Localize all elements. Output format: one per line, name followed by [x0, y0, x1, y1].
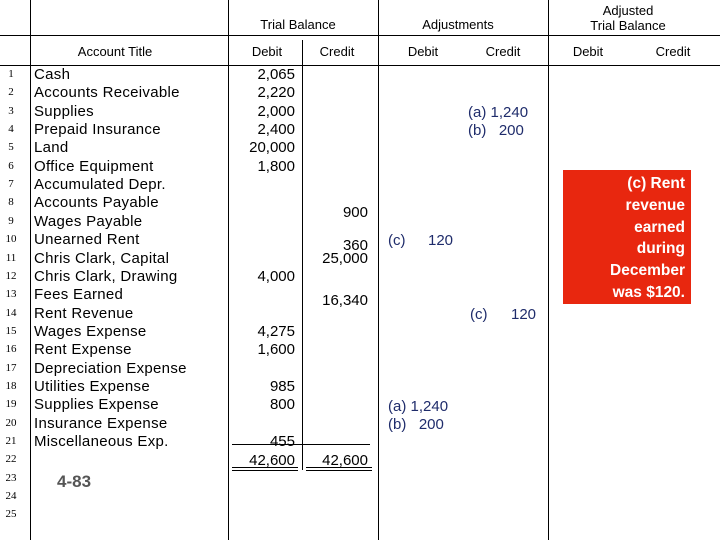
row-number: 17 [5, 361, 17, 374]
account-title: Chris Clark, Drawing [34, 267, 178, 285]
account-title: Utilities Expense [34, 377, 150, 395]
adj-unearned-rent-label: (c) [388, 232, 406, 249]
tb-credit-amount: 16,340 [322, 292, 368, 310]
tb-debit-header: Debit [251, 44, 283, 59]
tb-credit-header: Credit [319, 44, 355, 59]
account-title: Accumulated Depr. [34, 176, 166, 194]
credit-double-rule-2 [306, 470, 372, 471]
row-number: 8 [8, 196, 14, 209]
trial-balance-header: Trial Balance [260, 17, 336, 32]
adj-expense-debit-b: (b) 200 [388, 416, 444, 433]
row-number: 12 [5, 269, 17, 282]
adj-supplies-credit-a: (a) 1,240 [468, 104, 529, 121]
tb-credit-amount: 25,000 [322, 249, 368, 267]
account-title: Wages Expense [34, 322, 147, 340]
tb-debit-amount: 2,220 [257, 84, 295, 102]
tb-debit-amount: 4,275 [257, 322, 295, 340]
row-number: 15 [5, 324, 17, 337]
account-title: Accounts Receivable [34, 84, 180, 102]
row-number: 4 [8, 123, 14, 136]
tb-credit-amount: 900 [342, 204, 368, 222]
row-number: 14 [5, 306, 17, 319]
row-number: 16 [5, 343, 17, 356]
adj-credit-header: Credit [485, 44, 521, 59]
row-number: 19 [5, 398, 17, 411]
debit-double-rule-2 [232, 470, 298, 471]
total-credit: 42,600 [322, 452, 368, 469]
adjustments-divider [378, 0, 379, 540]
atb-credit-header: Credit [655, 44, 691, 59]
account-title: Office Equipment [34, 157, 154, 175]
row-number: 25 [5, 508, 17, 521]
account-title: Land [34, 139, 69, 157]
row-number: 3 [8, 104, 14, 117]
account-title: Chris Clark, Capital [34, 249, 170, 267]
account-title: Wages Payable [34, 212, 143, 230]
adjusted-trial-balance-header [558, 3, 698, 33]
note-line: December [610, 262, 685, 280]
tb-debit-amount: 1,600 [257, 341, 295, 359]
row-number: 22 [5, 453, 17, 466]
row-number: 13 [5, 288, 17, 301]
account-title: Rent Revenue [34, 304, 134, 322]
tb-credit-amount: 360 [342, 237, 368, 255]
adj-rent-revenue-amount: 120 [511, 306, 537, 323]
tb-debit-amount: 4,000 [257, 267, 295, 285]
adjustments-header: Adjustments [422, 17, 494, 32]
atb-debit-header: Debit [572, 44, 604, 59]
row-number: 1 [8, 68, 14, 80]
adjusted-header-line1: Adjusted [602, 3, 654, 18]
account-title: Depreciation Expense [34, 359, 187, 377]
row-number: 7 [8, 178, 14, 191]
tb-debit-amount: 985 [269, 377, 295, 395]
row-number: 11 [5, 251, 17, 264]
header-rule [0, 35, 720, 36]
account-title: Fees Earned [34, 286, 124, 304]
account-title-header: Account Title [77, 44, 153, 59]
account-title: Miscellaneous Exp. [34, 433, 169, 450]
note-line: during [636, 240, 685, 258]
trial-balance-divider [228, 0, 229, 540]
rent-revenue-note [563, 170, 691, 304]
adjusted-header-line2: Trial Balance [590, 18, 666, 33]
title-column-divider [30, 0, 31, 540]
row-number: 20 [5, 416, 17, 429]
note-line: (c) Rent [627, 175, 685, 192]
note-line: earned [634, 218, 685, 236]
account-title: Cash [34, 66, 71, 83]
tb-debit-amount: 20,000 [249, 139, 295, 157]
tb-debit-amount: 2,400 [257, 121, 295, 139]
row-number: 18 [5, 379, 17, 392]
adj-unearned-rent-amount: 120 [428, 232, 454, 249]
account-title: Prepaid Insurance [34, 121, 161, 139]
note-line: revenue [625, 196, 685, 214]
page-number: 4-83 [57, 472, 92, 491]
row-number: 23 [5, 471, 17, 484]
row-number: 2 [8, 86, 14, 99]
row-number: 9 [8, 214, 14, 227]
tb-debit-amount: 2,000 [257, 102, 295, 120]
total-debit: 42,600 [249, 452, 295, 469]
account-title: Unearned Rent [34, 231, 140, 249]
adj-rent-revenue-label: (c) [470, 306, 488, 323]
tb-debit-amount: 800 [269, 396, 295, 414]
note-line: was $120. [612, 283, 685, 301]
row-number: 10 [5, 233, 17, 246]
account-title: Accounts Payable [34, 194, 159, 212]
adj-expense-debit-a: (a) 1,240 [388, 398, 449, 415]
row-number: 21 [5, 435, 17, 447]
tb-debit-amount: 1,800 [257, 157, 295, 175]
column-header-rule [0, 65, 720, 66]
adjusted-tb-divider [548, 0, 549, 540]
row-number: 24 [5, 490, 17, 503]
row-number: 5 [8, 141, 14, 154]
adj-supplies-credit-b: (b) 200 [468, 122, 524, 139]
tb-debit-amount: 2,065 [257, 66, 295, 83]
account-title: Insurance Expense [34, 414, 168, 432]
account-title: Supplies Expense [34, 396, 159, 414]
account-title: Supplies [34, 102, 94, 120]
account-title: Rent Expense [34, 341, 132, 359]
adj-debit-header: Debit [407, 44, 439, 59]
row-number: 6 [8, 159, 14, 172]
tb-debit-amount: 455 [269, 433, 295, 450]
